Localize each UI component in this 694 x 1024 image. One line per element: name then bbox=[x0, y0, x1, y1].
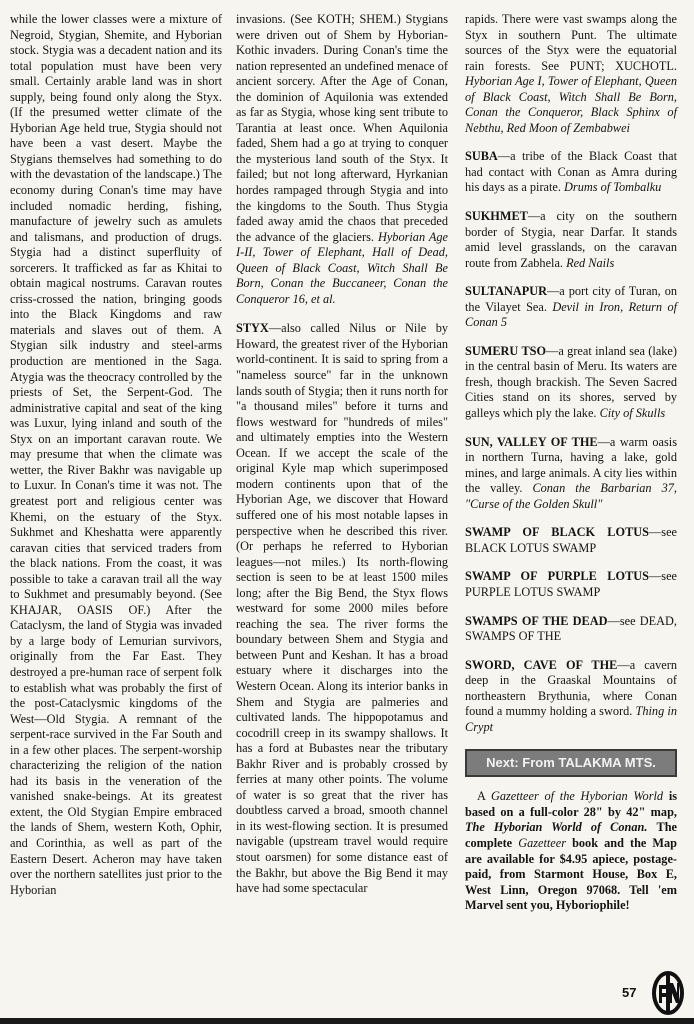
ad-gazetteer-title: Gazetteer of the Hyborian World bbox=[490, 789, 664, 804]
sultanapur-references: Devil in Iron, Return of Conan 5 bbox=[465, 299, 678, 330]
gazetteer-ad bbox=[465, 789, 677, 913]
sukhmet-references: Red Nails bbox=[566, 255, 615, 270]
suba-heading: SUBA bbox=[465, 149, 498, 164]
sword-references: Thing in Crypt bbox=[465, 704, 677, 734]
swamp-black-text: —see BLACK LOTUS SWAMP bbox=[465, 525, 677, 555]
styx-continued-text: rapids. There were vast swamps along the Styx in southern Punt. The ultimate sources of the Styx were the equatorial rain forests. See PUNT; XUCHOTL. bbox=[465, 12, 677, 73]
styx-heading: STYX bbox=[236, 321, 269, 336]
sumeru-text: —a great inland sea (lake) in the central basin of Meru. Its waters are fresh, though brackish. The Seven Sacred Cities stand on its shores, served by galleys which ply the lake. bbox=[465, 343, 677, 421]
styx-text: —also called Nilus or Nile by Howard, the greatest river of the Hyborian world-continent. It is said to spring from a "nameless source" far in the unknown lands south of Stygia; then it runs north for "a thousand miles" before it turns and flows westward for "hundreds of miles" and ultimately empties into the Western Ocean. If we accept the scale of the original Kyle map which superimposed modern continents upon that of the Hyborian Age, we discover that Howard suffered one of his most notable lapses in perspective when he described this river. (Or perhaps he referred to Hyborian leagues—not miles.) Its north-flowing section is seen to be at least 1500 miles long; after the Big Bend, the Styx flows westward for some 2000 miles before reaching the sea. The river forms the boundary between Shem and Stygia and between Punt and Keshan. It has a broad estuary where it discharges into the Western Ocean. Along its interior banks in Shem and Stygia are palmeries and cultivated lands. The hippopotamus and cocodrill creep in its swampy shallows. It has a ford at Bubastes near the tributary Bakhr River and is probably crossed by ferries at many other points. The volume of water is so great that the river has doubtless carved a broad, smooth channel in its west-flowing section. It is presumed navigable (upstream travel would require stout oarsmen) for some distance east of the Bakhr, but above the Big Bend it may have had some spectacular bbox=[236, 321, 448, 896]
entry-suba bbox=[465, 149, 677, 196]
swamp-black-heading: SWAMP OF BLACK LOTUS bbox=[465, 525, 649, 540]
sumeru-references: City of Skulls bbox=[599, 406, 666, 421]
ad-gazetteer-book: Gazetteer bbox=[518, 835, 566, 850]
sun-references: Conan the Barbarian 37, "Curse of the Golden Skull" bbox=[465, 481, 677, 511]
sukhmet-text: —a city on the southern border of Stygia, near Darfar. It stands amid level grasslands, on the caravan route from Zabhela. bbox=[465, 209, 677, 270]
column-2 bbox=[236, 12, 448, 911]
ad-a: A bbox=[477, 789, 486, 804]
swamps-dead-text: —see DEAD, SWAMPS OF THE bbox=[465, 613, 677, 644]
suba-references: Drums of Tombalku bbox=[564, 180, 662, 195]
entry-sword-cave bbox=[465, 658, 677, 736]
styx-continued bbox=[465, 12, 677, 136]
sword-text: —a cavern deep in the Graaskal Mountains of northeastern Brythunia, where Conan found a mummy holding a sword. bbox=[465, 657, 677, 719]
entry-styx bbox=[236, 321, 448, 896]
swamp-purple-heading: SWAMP OF PURPLE LOTUS bbox=[465, 569, 649, 584]
sultanapur-heading: SULTANAPUR bbox=[465, 284, 547, 299]
stygia-continued-text: while the lower classes were a mixture of Negroid, Stygian, Shemite, and Hyborian stock. Stygia was a decadent nation and its total population must have been very small. Certainly arable land was in short supply, being found only along the Styx. (If the presumed wetter climate of the Hyborian Age held true, Stygia should not have been a vast desert. Maybe the Stygians themselves had something to do with the devastation of the landscape.) The economy during Conan's time may have included nomadic herding, fishing, manufacture of jewelry such as amulets and talismans, and production of drugs. Stygia had a distinct superfluity of sorcerers. It trafficked as far as Khitai to obtain magical nostrums. Caravan routes criss-crossed the nation, bringing goods into the Black Kingdoms and raw materials and slaves out of them. A Stygian silk industry and steel-arms production are mentioned in the Saga. Atygia was the theocracy controlled by the priests of Set, the Serpent-God. The administrative capital and seat of the king was Luxur, lying inland and south of the Styx on an important caravan route. We may presume that when the climate was wetter, the River Bakhr was navigable up to Luxur. In Conan's time it was not. The greatest port and religious center was Khemi, on the estuary of the Styx. Sukhmet and Kheshatta were apparently caravan cities that serviced traders from the black nations. From the coast, it was possible to take a caravan trail all the way to Sukhmet and presumably beyond. (See KHAJAR, OASIS OF.) After the Cataclysm, the land of Stygia was invaded by a large body of Lemurian survivors, originally from the Far East. They destroyed a pre-human race of serpent folk to establish what was probably the first of the post-Cataclysmic kingdoms of the West—Old Stygia. A remnant of the serpent-race survived in the Far South and in a few other places. The serpent-worship characterizing the religion of the nation had its basis in the veneration of the vanished snake-beings. At its greatest extent, the Old Stygian Empire embraced the lands of Shem, western Koth, Ophir, and Corinthia, as well as part of the Eastern Desert. Acheron may have taken over the northern satellites just prior to the Hyborian bbox=[10, 12, 222, 897]
sumeru-heading: SUMERU TSO bbox=[465, 343, 547, 358]
ad-map-title: The Hyborian World of Conan. bbox=[465, 820, 648, 835]
bottom-rule bbox=[0, 1018, 694, 1024]
page-number: 57 bbox=[622, 985, 637, 1000]
sultanapur-text: —a port city of Turan, on the Vilayet Sea. bbox=[465, 284, 677, 314]
swamp-purple-text: —see PURPLE LOTUS SWAMP bbox=[465, 569, 677, 599]
sun-heading: SUN, VALLEY OF THE bbox=[465, 434, 598, 449]
stygia-text: invasions. (See KOTH; SHEM.) Stygians were driven out of Shem by Hyborian-Kothic invaders. During Conan's time the nation represented an undefined menace of ancient sorcery. After the Age of Conan, the dominion of Aquilonia was extended as far as Stygia, whose king sent tribute to Tarantia at least once. When Aquilonia faded, Shem had a go at trying to conquer the mysterious land south of the Styx. It failed; but not long afterward, Hyrkanian hordes rampaged through Stygia and into the kingdoms to the South. Thus Stygia faded away amid the chaos that preceded the advance of the glaciers. bbox=[236, 12, 448, 244]
column-3 bbox=[465, 12, 677, 914]
stygia-references: Hyborian Age I-II, Tower of Elephant, Hall of Dead, Queen of Black Coast, Witch Shall Be Born, Conan the Buccaneer, Conan the Conqueror 16, et al. bbox=[236, 229, 448, 306]
entry-sukhmet bbox=[465, 209, 677, 271]
ad-order-text: book and the Map are available for $4.95 apiece, postage-paid, from Starmont House, Box E, West Linn, Oregon 97068. Tell 'em Marvel sent you, Hyboriophile! bbox=[465, 835, 678, 913]
entry-sumeru-tso bbox=[465, 344, 677, 422]
stygia-entry-end bbox=[236, 12, 448, 307]
styx-references: Hyborian Age I, Tower of Elephant, Queen of Black Coast, Witch Shall Be Born, Conan the Conqueror, Black Sphinx of Nebthu, Red Moon of Zembabwei bbox=[465, 74, 677, 135]
entry-swamp-purple-lotus bbox=[465, 569, 677, 600]
entry-sultanapur bbox=[465, 284, 677, 331]
sword-heading: SWORD, CAVE OF THE bbox=[465, 657, 618, 672]
column-1 bbox=[10, 12, 222, 898]
publisher-logo-icon bbox=[650, 969, 686, 1017]
entry-sun-valley bbox=[465, 435, 677, 513]
sun-text: —a warm oasis in northern Turna, having a lake, gold mines, and large animals. A city lies within the valley. bbox=[465, 434, 678, 496]
swamps-dead-heading: SWAMPS OF THE DEAD bbox=[465, 613, 608, 628]
entry-swamp-black-lotus bbox=[465, 525, 677, 556]
next-installment-box: Next: From TALAKMA MTS. bbox=[465, 749, 677, 777]
ad-complete-text: The complete bbox=[465, 820, 677, 850]
suba-text: —a tribe of the Black Coast that had contact with Conan as Amra during his days as a pirate. bbox=[465, 149, 677, 195]
sukhmet-heading: SUKHMET bbox=[465, 209, 528, 224]
ad-map-text: is based on a full-color 28" by 42" map, bbox=[465, 789, 678, 819]
entry-swamps-of-dead bbox=[465, 614, 677, 645]
